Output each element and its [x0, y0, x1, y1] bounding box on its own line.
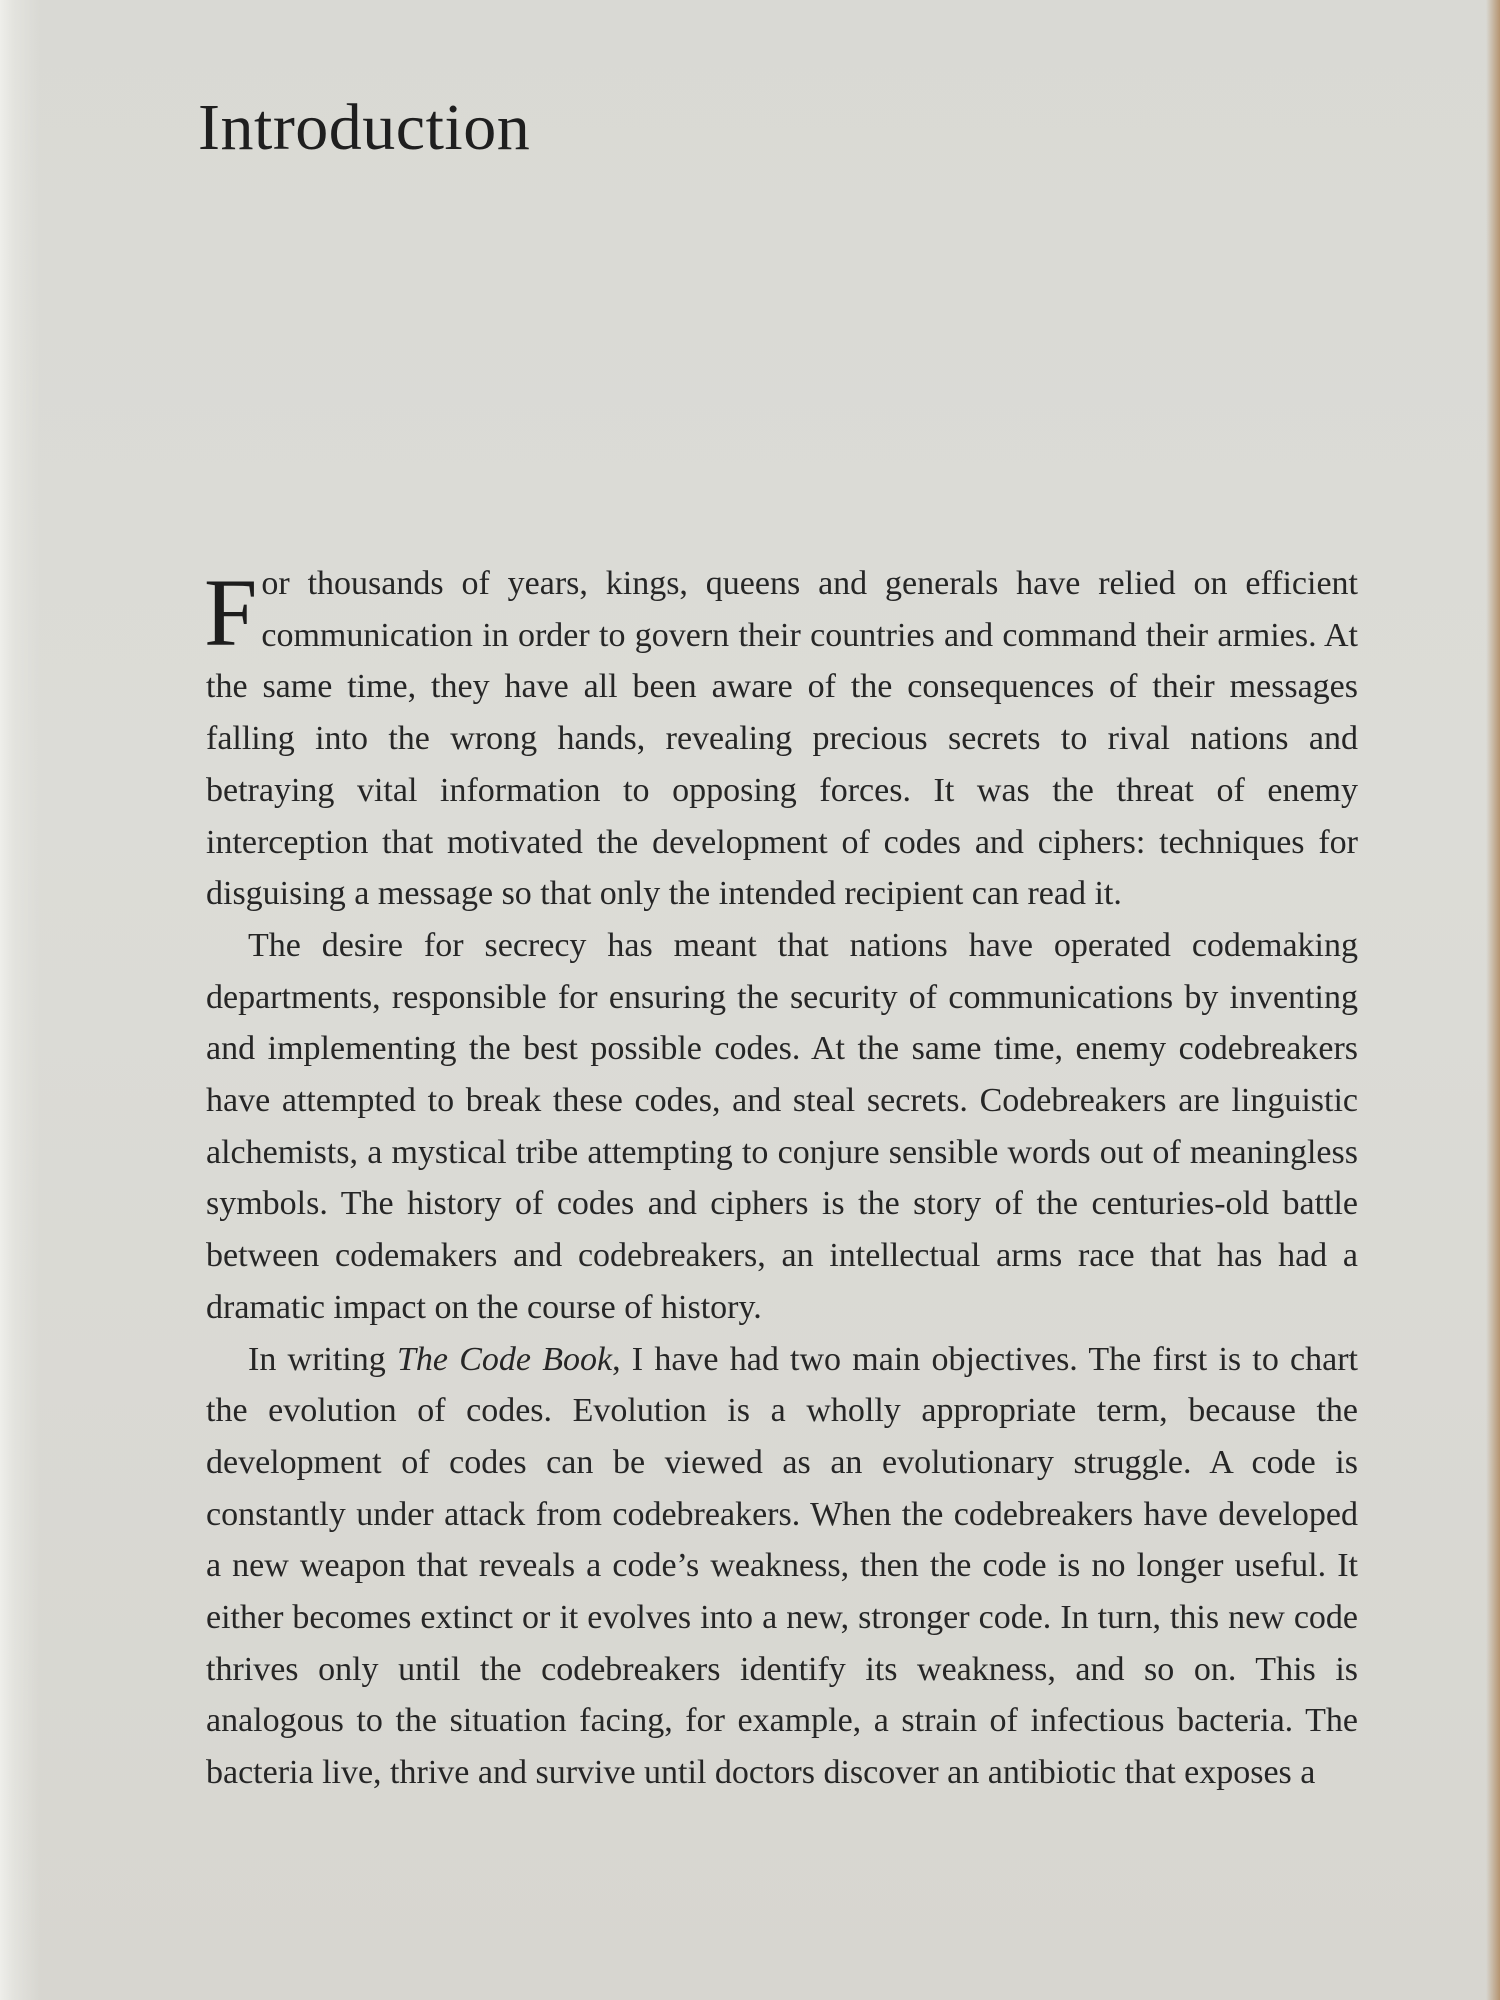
paragraph-1 — [206, 558, 1358, 920]
drop-cap: F — [204, 559, 258, 666]
paragraph-2-text: The desire for secrecy has meant that nations have operated codemaking departments, responsible for ensuring the security of communications by inventing and implementing the best possible codes. At the same time, enemy codebreakers have attempted to break these codes, and steal secrets. Codebreakers are linguistic alchemists, a mystical tribe attempting to conjure sensible words out of meaningless symbols. The history of codes and ciphers is the story of the centuries-old battle between codemakers and codebreakers, an intellectual arms race that has had a dramatic impact on the course of history. — [206, 926, 1358, 1326]
paragraph-2 — [206, 920, 1358, 1334]
paragraph-1-text: or thousands of years, kings, queens and generals have relied on efficient communication in order to govern their countries and command their armies. At the same time, they have all been aware of the consequences of their messages falling into the wrong hands, revealing precious secrets to rival nations and betraying vital information to opposing forces. It was the threat of enemy interception that motivated the development of codes and ciphers: techniques for disguising a message so that only the intended recipient can read it. — [206, 565, 1358, 913]
page-edge — [1486, 0, 1500, 2000]
paragraph-3-text: , I have had two main objectives. The first is to chart the evolution of codes. Evolution is a wholly appropriate term, because the development of codes can be viewed as an evolutionary struggle. A code is constantly under attack from codebreakers. When the codebreakers have developed a new weapon that reveals a code’s weakness, then the code is no longer useful. It either becomes extinct or it evolves into a new, stronger code. In turn, this new code thrives only until the codebreakers identify its weakness, and so on. This is analogous to the situation facing, for example, a strain of infectious bacteria. The bacteria live, thrive and survive until doctors discover an antibiotic that exposes a — [206, 1340, 1358, 1792]
book-title: The Code Book — [396, 1340, 613, 1378]
paragraph-3-lead: In writing — [248, 1340, 397, 1378]
paragraph-3 — [206, 1334, 1358, 1799]
chapter-heading: Introduction — [198, 91, 531, 164]
page-gutter-shadow — [0, 0, 40, 2000]
body-text — [206, 558, 1358, 1799]
